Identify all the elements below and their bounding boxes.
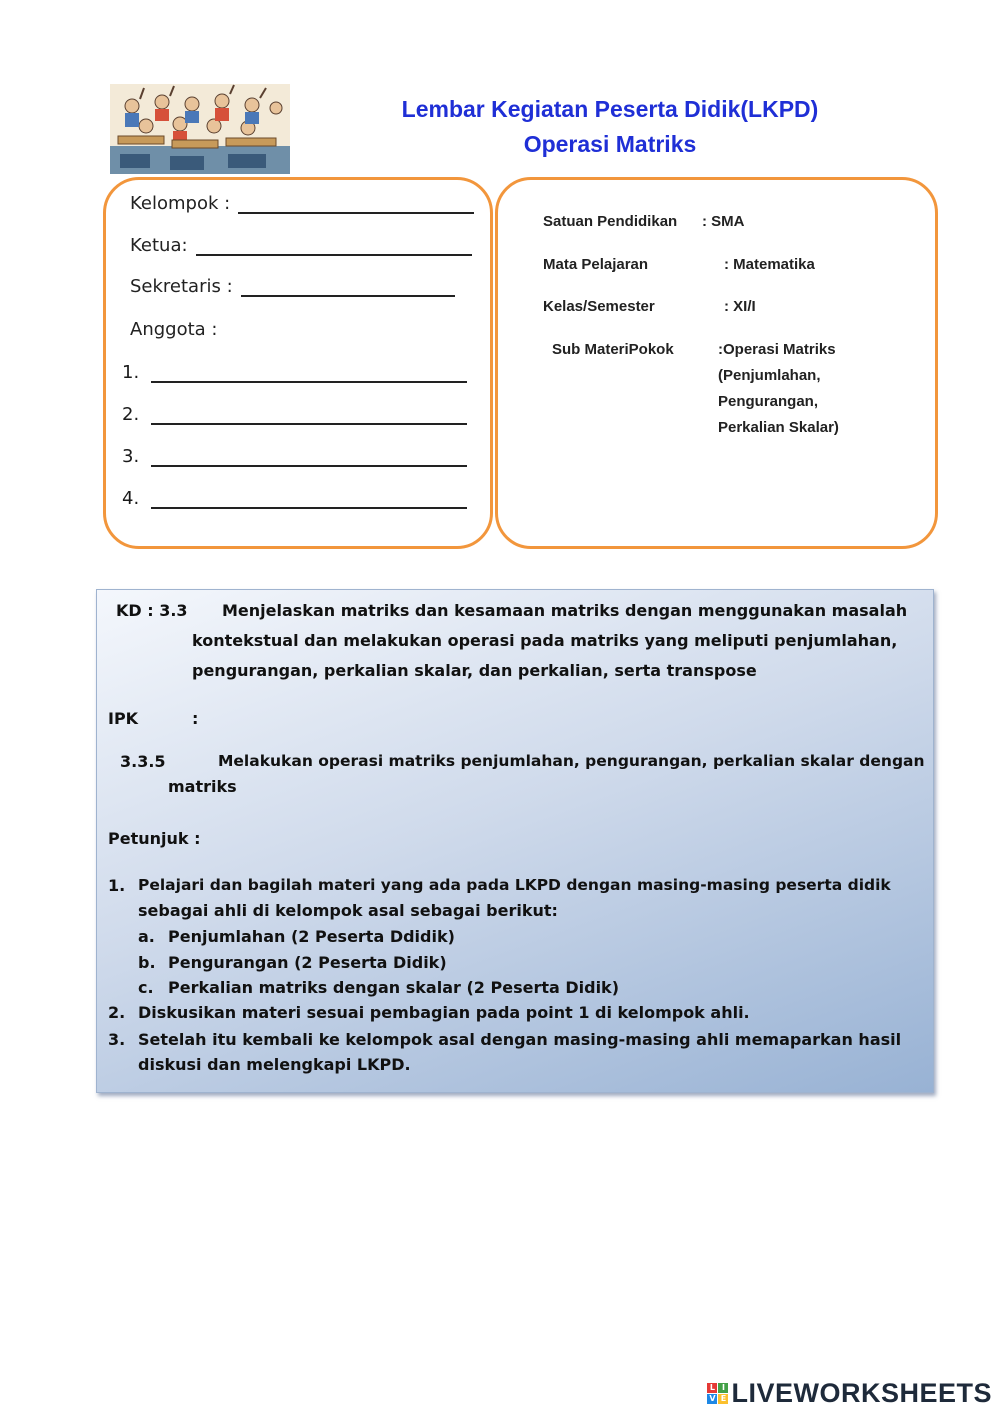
- logo-letter: I: [718, 1383, 728, 1393]
- info-value-kelas: : XI/I: [724, 298, 756, 315]
- classroom-illustration: [110, 84, 290, 174]
- member-number: 2.: [122, 404, 140, 425]
- info-value-satuan: : SMA: [702, 213, 745, 230]
- member-row: [122, 446, 467, 467]
- ketua-input-line[interactable]: [196, 238, 472, 256]
- anggota-label: Anggota :: [130, 319, 218, 340]
- submateri-line: Pengurangan,: [718, 393, 819, 410]
- kelompok-field: [130, 193, 474, 214]
- member-row: [122, 488, 467, 509]
- sub-step-letter: b.: [138, 953, 156, 972]
- step-line: diskusi dan melengkapi LKPD.: [138, 1055, 411, 1074]
- sub-step-letter: a.: [138, 927, 155, 946]
- liveworksheets-logo-icon: [707, 1383, 728, 1404]
- submateri-line: (Penjumlahan,: [718, 367, 821, 384]
- ketua-label: Ketua:: [130, 235, 188, 256]
- info-label-mapel: Mata Pelajaran: [543, 256, 649, 273]
- submateri-line: :Operasi Matriks: [718, 341, 836, 358]
- kelompok-label: Kelompok :: [130, 193, 231, 214]
- kelompok-input-line[interactable]: [238, 196, 474, 214]
- member-input-line[interactable]: [151, 365, 467, 383]
- ipk-line: matriks: [168, 777, 237, 796]
- member-input-line[interactable]: [151, 449, 467, 467]
- liveworksheets-brand: LIVEWORKSHEETS: [731, 1378, 992, 1408]
- info-label-submateri: Sub MateriPokok: [552, 341, 674, 358]
- member-number: 1.: [122, 362, 140, 383]
- kd-label: KD : 3.3: [116, 601, 188, 620]
- logo-letter: L: [707, 1383, 717, 1393]
- member-row: [122, 404, 467, 425]
- ipk-line: Melakukan operasi matriks penjumlahan, pengurangan, perkalian skalar dengan: [218, 752, 925, 770]
- member-input-line[interactable]: [151, 407, 467, 425]
- petunjuk-label: Petunjuk :: [108, 829, 201, 848]
- liveworksheets-watermark: [707, 1378, 992, 1409]
- info-value-mapel: : Matematika: [724, 256, 815, 273]
- member-input-line[interactable]: [151, 491, 467, 509]
- sub-step-letter: c.: [138, 978, 154, 997]
- info-value-submateri: [718, 337, 839, 441]
- step-number: 1.: [108, 876, 126, 895]
- sekretaris-field: [130, 276, 455, 297]
- submateri-line: Perkalian Skalar): [718, 419, 839, 436]
- step-line: Diskusikan materi sesuai pembagian pada point 1 di kelompok ahli.: [138, 1003, 750, 1022]
- logo-letter: V: [709, 1394, 716, 1403]
- step-line: Pelajari dan bagilah materi yang ada pada LKPD dengan masing-masing peserta didik: [138, 876, 891, 894]
- sekretaris-label: Sekretaris :: [130, 276, 233, 297]
- member-number: 4.: [122, 488, 140, 509]
- course-info-box: [495, 177, 938, 549]
- info-label-satuan: Satuan Pendidikan: [543, 213, 678, 230]
- sub-step-text: Pengurangan (2 Peserta Didik): [168, 953, 447, 972]
- sub-step-text: Penjumlahan (2 Peserta Ddidik): [168, 927, 455, 946]
- step-line: Setelah itu kembali ke kelompok asal dengan masing-masing ahli memaparkan hasil: [138, 1030, 902, 1049]
- step-number: 2.: [108, 1003, 126, 1022]
- kd-line: Menjelaskan matriks dan kesamaan matriks dengan menggunakan masalah: [222, 601, 908, 620]
- logo-letter: E: [718, 1394, 728, 1404]
- sub-step-text: Perkalian matriks dengan skalar (2 Peserta Didik): [168, 978, 619, 997]
- ketua-field: [130, 235, 472, 256]
- step-line: sebagai ahli di kelompok asal sebagai berikut:: [138, 901, 558, 920]
- worksheet-subtitle: Operasi Matriks: [523, 131, 697, 157]
- sekretaris-input-line[interactable]: [241, 279, 455, 297]
- member-number: 3.: [122, 446, 140, 467]
- info-label-kelas: Kelas/Semester: [543, 298, 655, 315]
- step-number: 3.: [108, 1030, 126, 1049]
- ipk-label: IPK: [108, 709, 139, 728]
- kd-line: pengurangan, perkalian skalar, dan perkalian, serta transpose: [192, 661, 757, 680]
- ipk-number: 3.3.5: [120, 752, 166, 771]
- kd-line: kontekstual dan melakukan operasi pada matriks yang meliputi penjumlahan,: [192, 631, 898, 650]
- ipk-colon: :: [192, 709, 199, 728]
- member-row: [122, 362, 467, 383]
- worksheet-title: Lembar Kegiatan Peserta Didik(LKPD): [401, 96, 819, 122]
